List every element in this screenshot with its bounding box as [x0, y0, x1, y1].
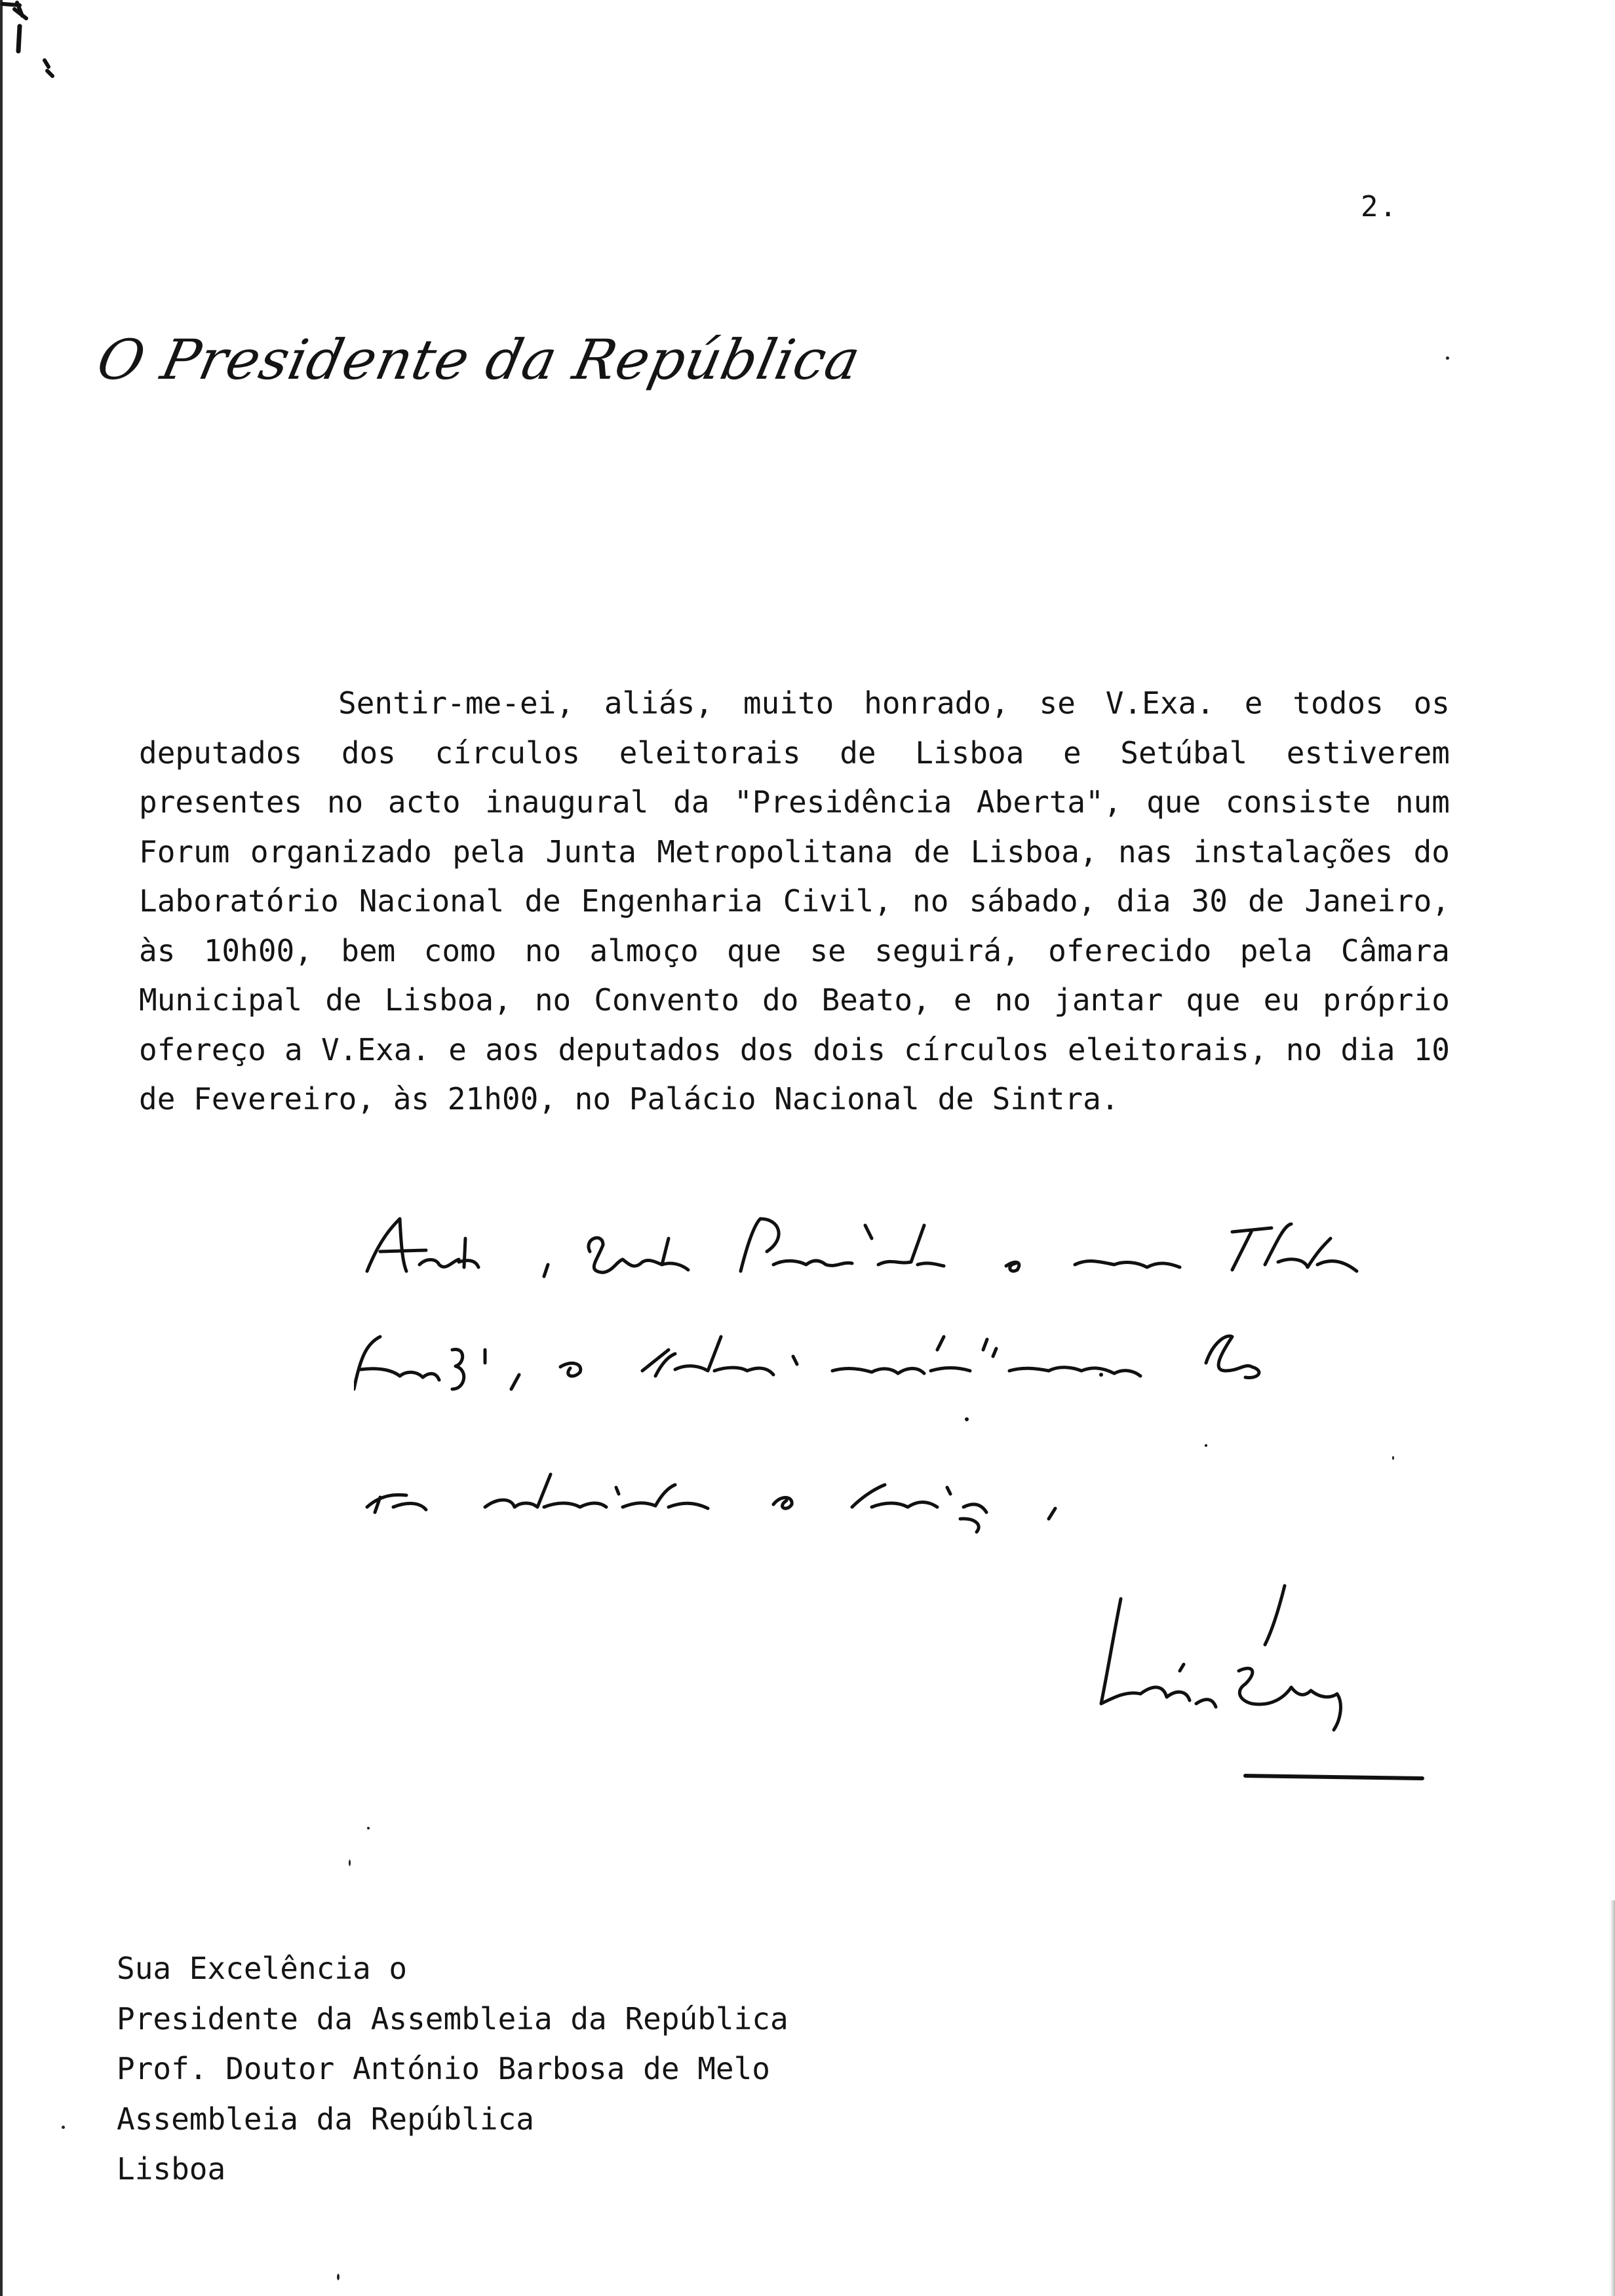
addressee-block	[117, 1943, 788, 2194]
dust-speck	[349, 1860, 351, 1866]
dust-speck	[1392, 1456, 1394, 1460]
addressee-name: Prof. Doutor António Barbosa de Melo	[117, 2051, 770, 2086]
addressee-salutation: Sua Excelência o	[117, 1951, 408, 1986]
corner-mark	[0, 0, 72, 92]
page-right-shadow	[1610, 1900, 1615, 2296]
addressee-institution: Assembleia da República	[117, 2101, 534, 2137]
addressee-city: Lisboa	[117, 2151, 226, 2187]
dust-speck	[367, 1827, 370, 1829]
handwritten-closing	[354, 1199, 1390, 1579]
signature	[1081, 1573, 1435, 1782]
dust-speck	[1446, 356, 1449, 360]
addressee-title: Presidente da Assembleia da República	[117, 2000, 788, 2037]
dust-speck	[337, 2274, 340, 2280]
page-number: 2.	[1361, 190, 1398, 223]
page-left-edge	[0, 0, 3, 2296]
letterhead-title: O Presidente da República	[92, 328, 866, 392]
dust-speck	[62, 2126, 65, 2129]
body-paragraph: Sentir-me-ei, aliás, muito honrado, se V.Exa. e todos os deputados dos círculos eleitorais de Lisboa e Setúbal estiverem presentes no acto inaugural da "Presidência Aberta", que consiste num Forum organizado pela Junta Metropolitana de Lisboa, nas instalações do Laboratório Nacional de Engenharia Civil, no sábado, dia 30 de Janeiro, às 10h00, bem como no almoço que se seguirá, oferecido pela Câmara Municipal de Lisboa, no Convento do Beato, e no jantar que eu próprio ofereço a V.Exa. e aos deputados dos dois círculos eleitorais, no dia 10 de Fevereiro, às 21h00, no Palácio Nacional de Sintra.	[139, 685, 1450, 1117]
